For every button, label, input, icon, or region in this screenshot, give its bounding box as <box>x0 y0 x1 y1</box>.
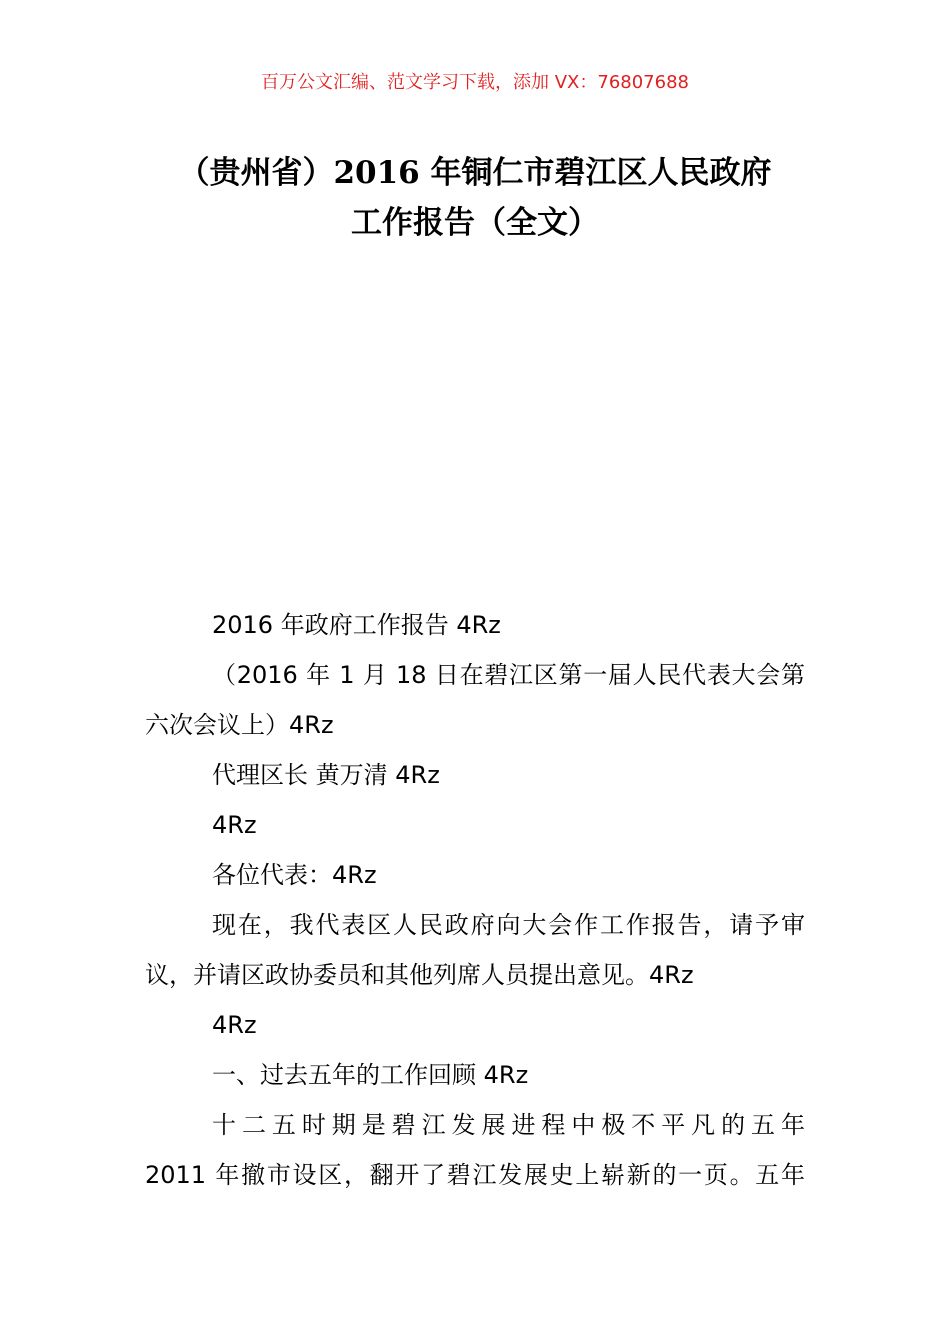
section-heading: 一、过去五年的工作回顾 4Rz <box>212 1061 529 1089</box>
opening-paragraph: 现在，我代表区人民政府向大会作工作报告，请予审议，并请区政协委员和其他列席人员提出意见。4Rz <box>145 911 805 989</box>
report-heading: 2016 年政府工作报告 4Rz <box>212 611 501 639</box>
title-line-2: 工作报告（全文） <box>351 205 599 241</box>
download-notice: 百万公文汇编、范文学习下载，添加 VX：76807688 <box>261 72 689 93</box>
meeting-info: （2016 年 1 月 18 日在碧江区第一届人民代表大会第六次会议上）4Rz <box>145 661 805 739</box>
review-paragraph-line-2: 2011 年撤市设区，翻开了碧江发展史上崭新的一页。五年 <box>145 1161 805 1189</box>
review-paragraph-line-1: 十二五时期是碧江发展进程中极不平凡的五年 <box>212 1111 805 1139</box>
salutation: 各位代表：4Rz <box>212 861 377 889</box>
paragraph-blank-1: 4Rz <box>212 811 257 839</box>
paragraph-blank-2: 4Rz <box>212 1011 257 1039</box>
document-title <box>145 148 805 248</box>
document-body <box>145 600 805 1200</box>
title-line-1: （贵州省）2016 年铜仁市碧江区人民政府 <box>178 155 772 191</box>
speaker-line: 代理区长 黄万清 4Rz <box>212 761 440 789</box>
